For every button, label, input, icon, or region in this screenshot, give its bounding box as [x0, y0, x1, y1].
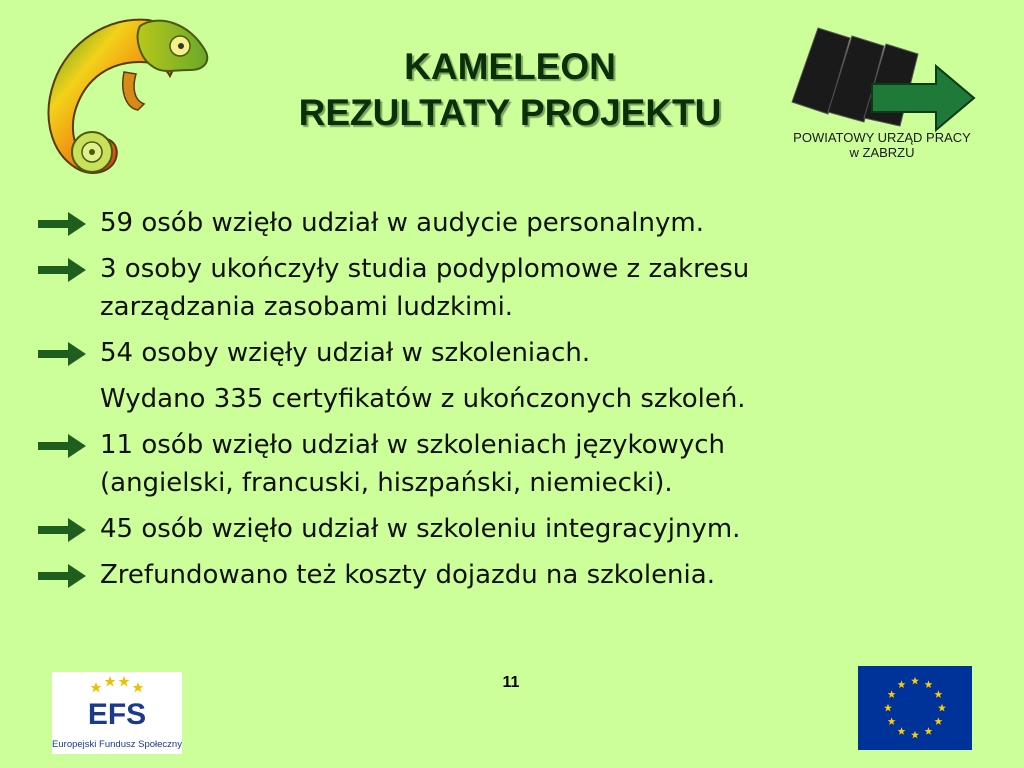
right-arrow-icon	[38, 434, 86, 458]
office-name-line-2: w ZABRZU	[849, 145, 915, 160]
right-arrow-icon	[38, 518, 86, 542]
list-item	[38, 334, 938, 372]
efs-logo	[52, 672, 182, 754]
title-line-2: REZULTATY PROJEKTU	[298, 92, 722, 133]
office-logo	[788, 26, 988, 136]
chameleon-logo	[28, 12, 218, 184]
list-item	[38, 380, 938, 418]
list-item	[38, 426, 938, 502]
right-arrow-icon	[38, 258, 86, 282]
list-item-text: 54 osoby wzięły udział w szkoleniach.	[100, 338, 591, 368]
office-name-line-1: POWIATOWY URZĄD PRACY	[793, 130, 971, 145]
efs-letters: EFS	[87, 698, 147, 731]
list-item-text: Zrefundowano też koszty dojazdu na szkolenia.	[100, 560, 715, 590]
efs-emblem	[52, 672, 182, 736]
slide-title	[230, 44, 790, 136]
list-item-text: 3 osoby ukończyły studia podyplomowe z zakresu zarządzania zasobami ludzkimi.	[100, 254, 750, 322]
results-list	[38, 204, 938, 602]
right-arrow-icon	[38, 342, 86, 366]
title-line-1: KAMELEON	[404, 46, 616, 87]
eu-flag-icon	[858, 666, 972, 750]
list-item-text: 59 osób wzięło udział w audycie personalnym.	[100, 208, 704, 238]
list-item-text: 11 osób wzięło udział w szkoleniach językowych (angielski, francuski, hiszpański, niemiecki).	[100, 430, 725, 498]
list-item	[38, 556, 938, 594]
list-item	[38, 510, 938, 548]
page-number: 11	[502, 674, 520, 691]
list-item	[38, 250, 938, 326]
list-item-text: 45 osób wzięło udział w szkoleniu integracyjnym.	[100, 514, 741, 544]
office-name	[776, 130, 988, 160]
list-item-text: Wydano 335 certyfikatów z ukończonych szkoleń.	[100, 384, 746, 414]
right-arrow-icon	[38, 564, 86, 588]
list-item	[38, 204, 938, 242]
efs-caption: Europejski Fundusz Społeczny	[52, 739, 182, 750]
right-arrow-icon	[38, 212, 86, 236]
